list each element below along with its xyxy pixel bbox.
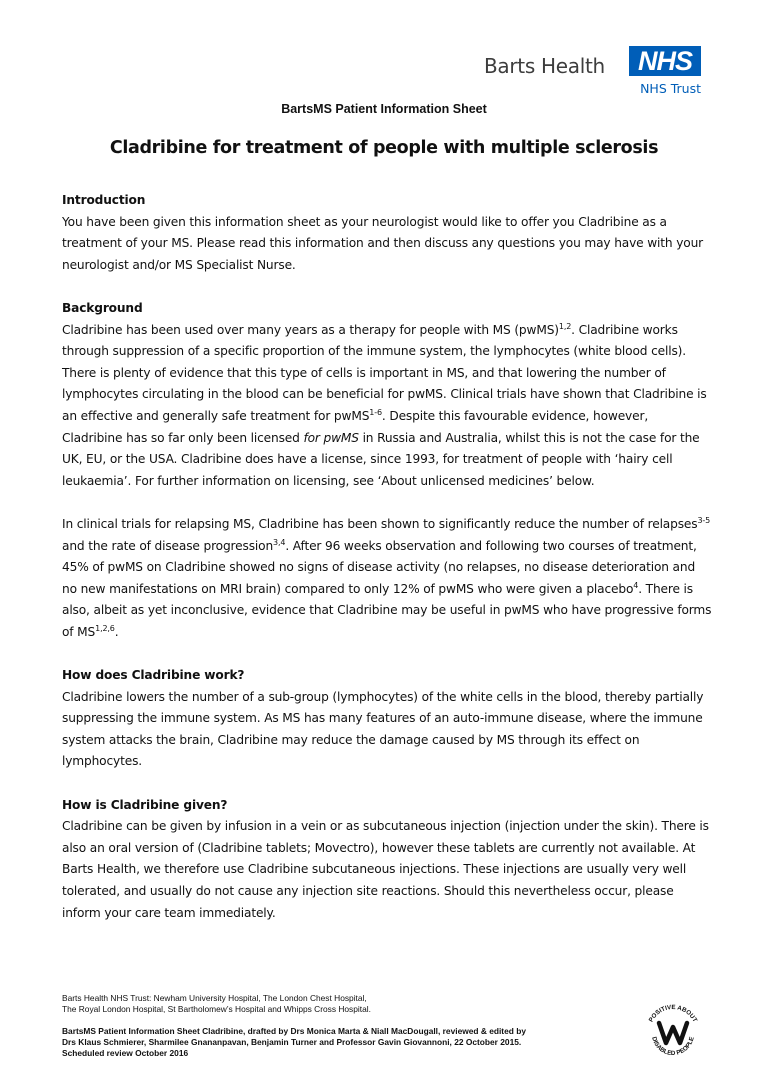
nhs-logo: NHS: [629, 46, 701, 76]
text-run: Cladribine has been used over many years as a therapy for people with MS (pwMS): [62, 322, 559, 337]
document-body: [62, 190, 712, 946]
text-run: . There is also, albeit as yet inconclusive, evidence that Cladribine may be useful in pwMS who have progressive forms of MS: [62, 581, 712, 639]
footer-line: The Royal London Hospital, St Bartholomew’s Hospital and Whipps Cross Hospital.: [62, 1004, 371, 1015]
citation: 1-6: [369, 407, 382, 417]
svg-text:DISABLED PEOPLE: [650, 1036, 696, 1057]
badge-text-bottom: DISABLED PEOPLE: [650, 1036, 696, 1058]
how-work-section: [62, 665, 712, 773]
footer-line: BartsMS Patient Information Sheet Cladribine, drafted by Drs Monica Marta & Niall MacDougall, reviewed & edited by: [62, 1026, 526, 1036]
footer-line: Scheduled review October 2016: [62, 1048, 189, 1059]
section-heading: Background: [62, 300, 143, 315]
how-given-section: [62, 795, 712, 925]
section-heading: Introduction: [62, 193, 146, 207]
background-section: [62, 298, 712, 492]
paragraph: Cladribine can be given by infusion in a vein or as subcutaneous injection (injection under the skin). There is also an oral version of (Cladribine tablets; Movectro), however these tablets are currently not available. At Barts Health, we therefore use Cladribine subcutaneous injections. These injections are usually very well tolerated, and usually do not cause any injection site reactions. Should this nevertheless occur, please inform your care team immediately.: [62, 819, 709, 920]
text-run: In clinical trials for relapsing MS, Cladribine has been shown to significantly reduce the number of relapses: [62, 516, 698, 531]
footer-line: Drs Klaus Schmierer, Sharmilee Gnananpavan, Benjamin Turner and Professor Gavin Giovannoni, 22 October 2015.: [62, 1037, 522, 1048]
badge-text-top: POSITIVE ABOUT: [647, 1003, 699, 1024]
citation: 3,4: [273, 537, 286, 547]
text-run: in Russia and Australia, whilst this is not the case for the UK, EU, or the USA. Cladribine does have a license, since 1993, for treatment of people with ‘hairy cell leukaemia’. For further information on licensing, see ‘About unlicensed medicines’ below.: [62, 430, 700, 488]
sheet-header: BartsMS Patient Information Sheet: [281, 102, 487, 116]
section-heading: How is Cladribine given?: [62, 797, 228, 812]
nhs-trust-label: NHS Trust: [640, 81, 701, 96]
text-run: .: [114, 624, 119, 639]
footer-credits: [62, 1026, 662, 1060]
citation: 3-5: [697, 515, 711, 525]
org-name: Barts Health: [484, 54, 605, 78]
badge-tick-mark: [659, 1023, 687, 1043]
footer-hospitals: [62, 993, 662, 1015]
text-run: . Despite this favourable evidence, however, Cladribine has so far only been licensed: [62, 408, 649, 445]
text-run: . After 96 weeks observation and following two courses of treatment, 45% of pwMS on Cladribine showed no signs of disease activity (no relapses, no disease deterioration and no new manifestations on MRI brain) compared to only 12% of pwMS who were given a placebo: [62, 538, 697, 596]
page-title: Cladribine for treatment of people with multiple sclerosis: [109, 138, 659, 158]
footer-line: Barts Health NHS Trust: Newham University Hospital, The London Chest Hospital,: [62, 993, 367, 1003]
svg-text:POSITIVE ABOUT: [648, 1004, 699, 1024]
paragraph: Cladribine lowers the number of a sub-group (lymphocytes) of the white cells in the blood, thereby partially suppressing the immune system. As MS has many features of an auto-immune disease, where the immune system attacks the brain, Cladribine may reduce the damage caused by MS through its effect on lymphocytes.: [62, 689, 704, 769]
paragraph: You have been given this information sheet as your neurologist would like to offer you Cladribine as a treatment of your MS. Please read this information and then discuss any questions you may have with your neurologist and/or MS Specialist Nurse.: [62, 214, 704, 272]
citation: 4: [633, 580, 639, 590]
paragraph: [62, 514, 712, 644]
trials-section: [62, 514, 712, 644]
text-run: . Cladribine works through suppression of a specific proportion of the immune system, the lymphocytes (white blood cells). There is plenty of evidence that this type of cells is important in MS, and that lowering the number of lymphocytes circulating in the blood can be beneficial for pwMS. Clinical trials have shown that Cladribine is an effective and generally safe treatment for pwMS: [62, 322, 707, 423]
introduction-section: [62, 190, 712, 276]
section-heading: How does Cladribine work?: [62, 668, 245, 683]
emphasis: for pwMS: [303, 430, 359, 445]
citation: 1,2,6: [95, 623, 115, 633]
text-run: and the rate of disease progression: [62, 538, 274, 553]
paragraph: [62, 320, 712, 493]
citation: 1,2: [558, 321, 572, 331]
positive-about-disabled-people-icon: [642, 1001, 704, 1063]
